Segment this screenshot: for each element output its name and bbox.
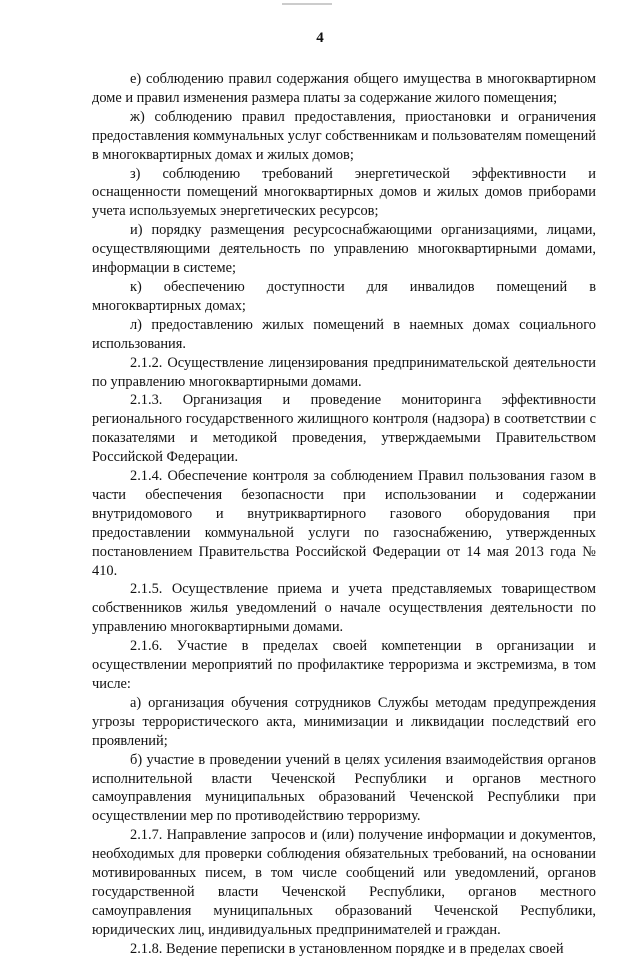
paragraph-2-1-4: 2.1.4. Обеспечение контроля за соблюдением Правил пользования газом в части обеспечения безопасности при использовании и содержании внутридомового и внутриквартирного газового оборудования при предоставлении коммунальной услуги по газоснабжению, утвержденных постановлением Правительства Российской Федерации от 14 мая 2013 года № 410. bbox=[92, 468, 596, 579]
paragraph-2-1-2: 2.1.2. Осуществление лицензирования предпринимательской деятельности по управлению многоквартирными домами. bbox=[92, 354, 596, 390]
paragraph-item-i: и) порядку размещения ресурсоснабжающими организациями, лицами, осуществляющими деятельность по управлению многоквартирными домами, информации в системе; bbox=[92, 222, 596, 277]
scan-artifact-mark bbox=[282, 3, 332, 5]
paragraph-2-1-3: 2.1.3. Организация и проведение мониторинга эффективности регионального государственного жилищного контроля (надзора) в соответствии с показателями и методикой проведения, утверждаемыми Правительством Российской Федерации. bbox=[92, 392, 596, 466]
paragraph-2-1-8: 2.1.8. Ведение переписки в установленном порядке и в пределах своей bbox=[130, 940, 564, 957]
paragraph-item-l: л) предоставлению жилых помещений в наемных домах социального использования. bbox=[92, 316, 596, 352]
paragraph-2-1-6: 2.1.6. Участие в пределах своей компетенции в организации и осуществлении мероприятий по профилактике терроризма и экстремизма, в том числе: bbox=[92, 638, 596, 692]
paragraph-2-1-7: 2.1.7. Направление запросов и (или) получение информации и документов, необходимых для проверки соблюдения обязательных требований, на основании мотивированных писем, в том числе сообщений или уведомлений, органов государственной власти Чеченской Республики, органов местного самоуправления муниципальных образований Чеченской Республики, юридических лиц, индивидуальных предпринимателей и граждан. bbox=[92, 827, 596, 938]
paragraph-item-zh: ж) соблюдению правил предоставления, приостановки и ограничения предоставления коммунальных услуг собственникам и пользователям помещений в многоквартирных домах и жилых домов; bbox=[92, 108, 596, 163]
page-number: 4 bbox=[316, 30, 324, 46]
paragraph-item-z: з) соблюдению требований энергетической эффективности и оснащенности помещений многоквартирных домов и жилых домов приборами учета используемых энергетических ресурсов; bbox=[92, 165, 596, 220]
paragraph-item-b: б) участие в проведении учений в целях усиления взаимодействия органов исполнительной власти Чеченской Республики и органов местного самоуправления муниципальных образований Чеченской Республики при осуществлении мер по противодействию терроризму. bbox=[92, 751, 596, 825]
paragraph-item-e: е) соблюдению правил содержания общего имущества в многоквартирном доме и правил изменения размера платы за содержание жилого помещения; bbox=[92, 71, 596, 106]
document-body bbox=[92, 70, 596, 959]
paragraph-2-1-5: 2.1.5. Осуществление приема и учета представляемых товариществом собственников жилья уведомлений о начале осуществления деятельности по управлению многоквартирными домами. bbox=[92, 581, 596, 636]
paragraph-item-k: к) обеспечению доступности для инвалидов помещений в многоквартирных домах; bbox=[92, 278, 596, 314]
paragraph-item-a: а) организация обучения сотрудников Службы методам предупреждения угрозы террористического акта, минимизации и ликвидации последствий его проявлений; bbox=[92, 694, 596, 749]
